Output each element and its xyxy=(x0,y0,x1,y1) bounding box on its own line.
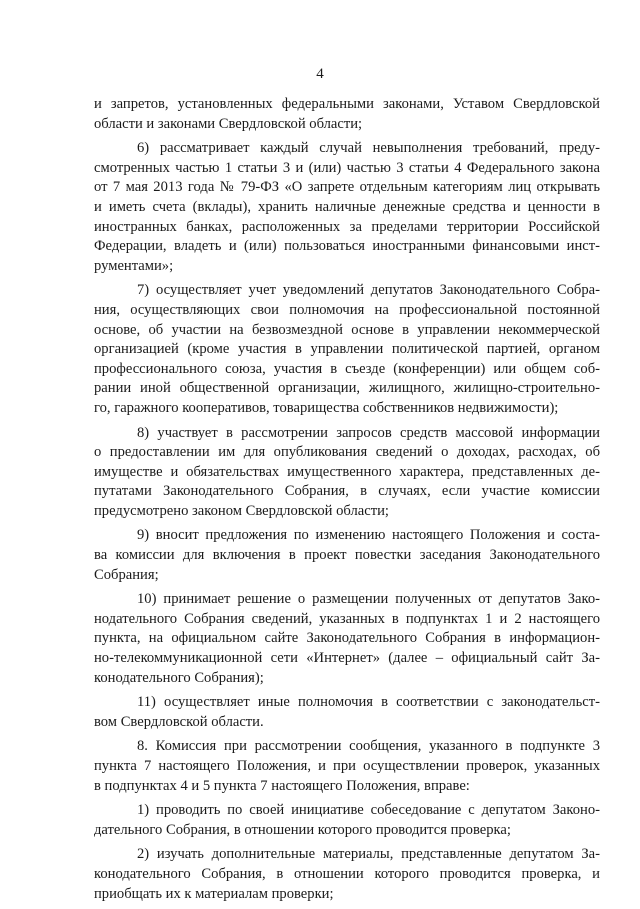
page-number: 4 xyxy=(316,66,324,82)
text-line: рументами»; xyxy=(94,257,174,274)
text-line: имуществе и обязательствах имущественного характера, представленных де- xyxy=(94,463,600,480)
paragraph xyxy=(94,801,600,840)
paragraph xyxy=(94,95,600,134)
text-line: дательного Собрания, в отношении которого проводится проверка; xyxy=(94,821,511,838)
document-body xyxy=(94,95,600,909)
text-line: профессионального союза, участия в съезде (конференции) или общем соб- xyxy=(94,360,600,377)
text-line: 8. Комиссия при рассмотрении сообщения, указанного в подпункте 3 xyxy=(137,738,600,755)
text-line: нодательного Собрания сведений, указанных в подпунктах 1 и 2 настоящего xyxy=(94,610,600,627)
text-line: го, гаражного кооперативов, товарищества собственников недвижимости); xyxy=(94,399,559,416)
text-line: области и законами Свердловской области; xyxy=(94,115,363,132)
text-line: основе, об участии на безвозмездной основе в управлении некоммерческой xyxy=(94,321,600,338)
text-line: Федерации, владеть и (или) пользоваться иностранными финансовыми инст- xyxy=(94,238,600,255)
paragraph xyxy=(94,737,600,796)
text-line: от 7 мая 2013 года № 79-ФЗ «О запрете отдельным категориям лиц открывать xyxy=(94,179,600,196)
text-line: в подпунктах 4 и 5 пункта 7 настоящего Положения, вправе: xyxy=(94,777,470,794)
paragraph xyxy=(94,693,600,732)
paragraph xyxy=(94,590,600,688)
text-line: конодательного Собрания); xyxy=(94,669,264,686)
text-line: 9) вносит предложения по изменению настоящего Положения и соста- xyxy=(137,527,600,544)
text-line: 11) осуществляет иные полномочия в соответствии с законодательст- xyxy=(137,694,600,711)
text-line: организацией (кроме участия в управлении политической партией, органом xyxy=(94,341,600,358)
text-line: 10) принимает решение о размещении полученных от депутатов Зако- xyxy=(137,591,600,608)
text-line: и запретов, установленных федеральными законами, Уставом Свердловской xyxy=(94,96,600,112)
paragraph xyxy=(94,139,600,276)
text-line: ния, осуществляющих свои полномочия на профессиональной постоянной xyxy=(94,301,600,318)
paragraph xyxy=(94,526,600,585)
text-line: 6) рассматривает каждый случай невыполнения требований, преду- xyxy=(137,140,600,157)
text-line: 8) участвует в рассмотрении запросов средств массовой информации xyxy=(137,424,600,441)
text-line: Собрания; xyxy=(94,566,159,583)
text-line: путатами Законодательного Собрания, в случаях, если участие комиссии xyxy=(94,483,600,500)
text-line: предусмотрено законом Свердловской области; xyxy=(94,502,389,519)
text-line: о предоставлении им для опубликования сведений о доходах, расходах, об xyxy=(94,444,600,461)
text-line: приобщать их к материалам проверки; xyxy=(94,885,334,902)
text-line: конодательного Собрания, в отношении которого проводится проверка, и xyxy=(94,865,600,882)
paragraph xyxy=(94,424,600,522)
text-line: 7) осуществляет учет уведомлений депутатов Законодательного Собра- xyxy=(137,282,600,299)
text-line: рании иной общественной организации, жилищного, жилищно-строительно- xyxy=(94,380,600,397)
text-line: вом Свердловской области. xyxy=(94,713,264,730)
paragraph xyxy=(94,281,600,418)
text-line: 2) изучать дополнительные материалы, представленные депутатом За- xyxy=(137,846,600,863)
text-line: иностранных банках, расположенных за пределами территории Российской xyxy=(94,218,600,235)
text-line: но-телекоммуникационной сети «Интернет» (далее – официальный сайт За- xyxy=(94,650,600,667)
text-line: пункта 7 настоящего Положения, и при осуществлении проверок, указанных xyxy=(94,758,600,774)
text-line: смотренных частью 1 статьи 3 и (или) частью 3 статьи 4 Федерального закона xyxy=(94,159,600,176)
text-line: пункта, на официальном сайте Законодательного Собрания в информацион- xyxy=(94,630,600,647)
text-line: 1) проводить по своей инициативе собеседование с депутатом Законо- xyxy=(137,802,600,819)
paragraph xyxy=(94,845,600,904)
text-line: и иметь счета (вклады), хранить наличные денежные средства и ценности в xyxy=(94,198,600,215)
text-line: ва комиссии для включения в проект повестки заседания Законодательного xyxy=(94,547,600,564)
